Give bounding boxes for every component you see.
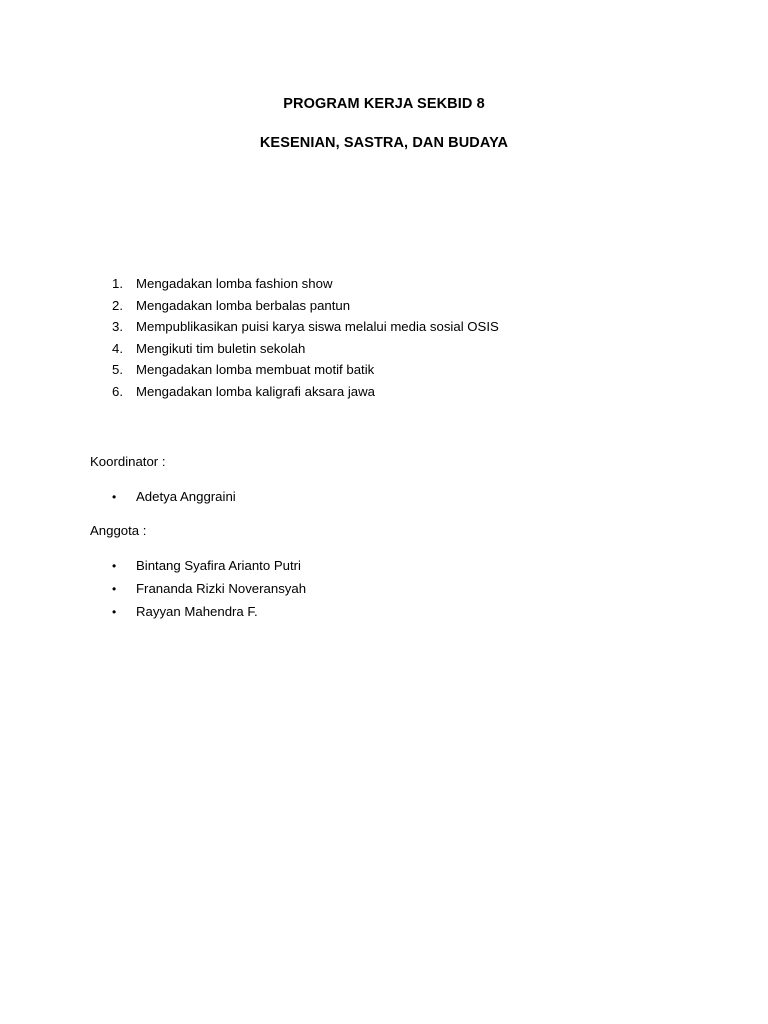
list-text: Mengadakan lomba fashion show [136, 276, 333, 291]
member-name: Adetya Anggraini [136, 489, 236, 504]
koordinator-label: Koordinator : [90, 454, 166, 469]
document-subtitle: KESENIAN, SASTRA, DAN BUDAYA [259, 135, 509, 151]
list-item [112, 341, 499, 363]
list-item [112, 319, 499, 341]
anggota-label: Anggota : [90, 523, 147, 538]
bullet-icon: • [112, 605, 117, 619]
bullet-icon: • [112, 559, 117, 573]
list-item [112, 298, 499, 320]
bullet-icon: • [112, 490, 117, 504]
list-number: 5. [112, 362, 123, 378]
anggota-list [112, 558, 306, 627]
list-number: 6. [112, 383, 123, 399]
list-number: 4. [112, 340, 123, 356]
list-item [112, 276, 499, 298]
member-name: Rayyan Mahendra F. [136, 604, 258, 619]
list-text: Mengadakan lomba membuat motif batik [136, 362, 375, 378]
list-text: Mempublikasikan puisi karya siswa melalui media sosial OSIS [136, 319, 499, 335]
list-number: 2. [112, 297, 123, 313]
bullet-icon: • [112, 582, 117, 596]
koordinator-list [112, 489, 236, 512]
list-item [112, 604, 306, 627]
document-title: PROGRAM KERJA SEKBID 8 [283, 96, 485, 112]
list-text: Mengikuti tim buletin sekolah [136, 340, 306, 356]
member-name: Bintang Syafira Arianto Putri [136, 558, 301, 573]
list-item [112, 362, 499, 384]
list-item [112, 489, 236, 512]
program-list [112, 276, 499, 406]
list-number: 3. [112, 319, 123, 335]
list-item [112, 581, 306, 604]
list-item [112, 384, 499, 406]
list-item [112, 558, 306, 581]
list-text: Mengadakan lomba berbalas pantun [136, 297, 351, 313]
list-number: 1. [112, 276, 123, 291]
list-text: Mengadakan lomba kaligrafi aksara jawa [136, 383, 375, 399]
member-name: Frananda Rizki Noveransyah [136, 581, 307, 596]
